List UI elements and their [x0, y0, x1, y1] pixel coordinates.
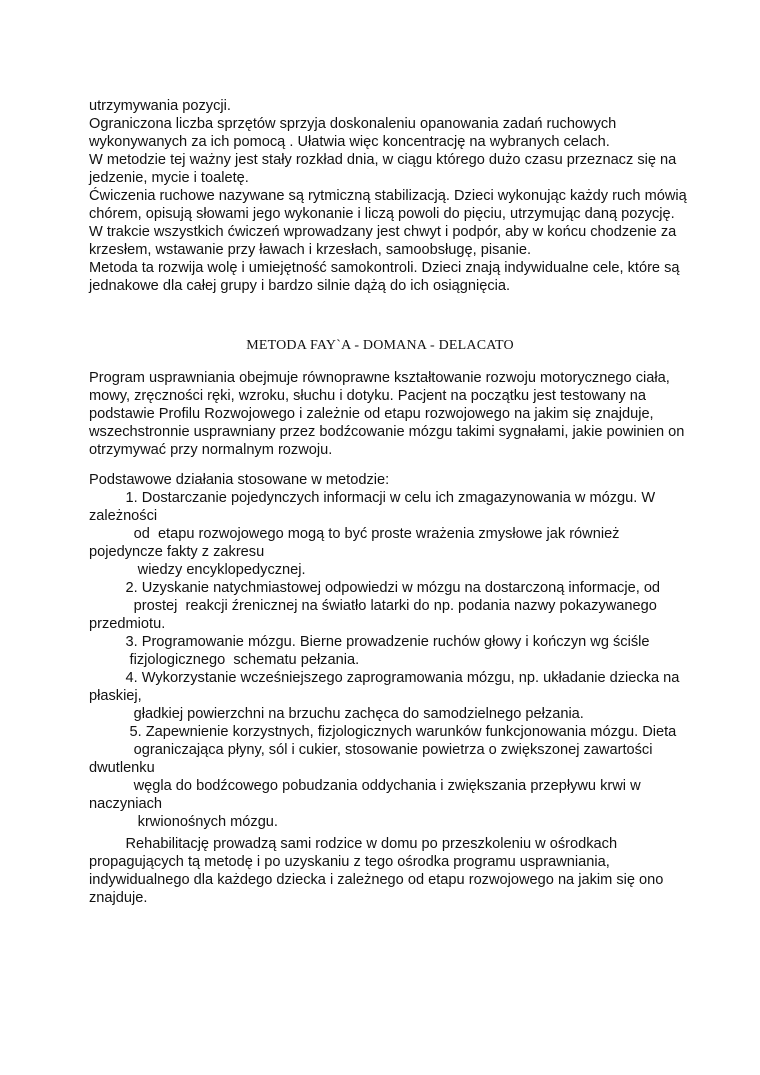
list-item-continuation: gładkiej powierzchni na brzuchu zachęca do samodzielnego pełzania.	[89, 706, 584, 722]
text-line: W metodzie tej ważny jest stały rozkład dnia, w ciągu którego dużo czasu przeznacz się na	[89, 152, 677, 168]
list-item-continuation: dwutlenku	[89, 760, 155, 776]
text-line: Metoda ta rozwija wolę i umiejętność samokontroli. Dzieci znają indywidualne cele, które są	[89, 260, 680, 276]
list-item-continuation: pojedyncze fakty z zakresu	[89, 544, 265, 560]
list-item: 1. Dostarczanie pojedynczych informacji w celu ich zmagazynowania w mózgu. W	[89, 490, 656, 506]
list-item-continuation: naczyniach	[89, 796, 163, 812]
list-item-continuation: zależności	[89, 508, 158, 524]
text-line: jednakowe dla całej grupy i bardzo silnie dążą do ich osiągnięcia.	[89, 278, 511, 294]
text-line: indywidualnego dla każdego dziecka i zależnego od etapu rozwojowego na jakim się ono	[89, 872, 664, 888]
list-item: 3. Programowanie mózgu. Bierne prowadzenie ruchów głowy i kończyn wg ściśle	[89, 634, 650, 650]
list-item-continuation: wiedzy encyklopedycznej.	[89, 562, 306, 578]
list-item-continuation: płaskiej,	[89, 688, 142, 704]
list-item: 5. Zapewnienie korzystnych, fizjologicznych warunków funkcjonowania mózgu. Dieta	[89, 724, 677, 740]
text-line: chórem, opisują słowami jego wykonanie i liczą powoli do pięciu, utrzymując daną pozycję.	[89, 206, 675, 222]
text-line: jedzenie, mycie i toaletę.	[89, 170, 249, 186]
text-line: Ćwiczenia ruchowe nazywane są rytmiczną stabilizacją. Dzieci wykonując każdy ruch mówią	[89, 188, 687, 204]
text-line: wykonywanych za ich pomocą . Ułatwia więc koncentrację na wybranych celach.	[89, 134, 610, 150]
list-item-continuation: węgla do bodźcowego pobudzania oddychania i zwiększania przepływu krwi w	[89, 778, 641, 794]
list-intro: Podstawowe działania stosowane w metodzie:	[89, 472, 390, 488]
list-item-continuation: od etapu rozwojowego mogą to być proste wrażenia zmysłowe jak również	[89, 526, 620, 542]
list-item-continuation: krwionośnych mózgu.	[89, 814, 278, 830]
text-line: otrzymywać przy normalnym rozwoju.	[89, 442, 333, 458]
list-item-continuation: przedmiotu.	[89, 616, 166, 632]
text-line: propagujących tą metodę i po uzyskaniu z tego ośrodka programu usprawniania,	[89, 854, 610, 870]
text-line: mowy, zręczności ręki, wzroku, słuchu i dotyku. Pacjent na początku jest testowany na	[89, 388, 646, 404]
list-item-continuation: prostej reakcji źrenicznej na światło latarki do np. podania nazwy pokazywanego	[89, 598, 657, 614]
list-item-continuation: fizjologicznego schematu pełzania.	[89, 652, 360, 668]
text-line: Program usprawniania obejmuje równoprawne kształtowanie rozwoju motorycznego ciała,	[89, 370, 670, 386]
text-line: podstawie Profilu Rozwojowego i zależnie od etapu rozwojowego na jakim się znajduje,	[89, 406, 654, 422]
text-line: W trakcie wszystkich ćwiczeń wprowadzany jest chwyt i podpór, aby w końcu chodzenie za	[89, 224, 677, 240]
text-line: krzesłem, wstawanie przy ławach i krzesłach, samoobsługę, pisanie.	[89, 242, 532, 258]
list-item: 4. Wykorzystanie wcześniejszego zaprogramowania mózgu, np. układanie dziecka na	[89, 670, 680, 686]
text-line: wszechstronnie usprawniany przez bodźcowanie mózgu takimi sygnałami, jakie powinien on	[89, 424, 685, 440]
list-item-continuation: ograniczająca płyny, sól i cukier, stosowanie powietrza o zwiększonej zawartości	[89, 742, 653, 758]
text-line: utrzymywania pozycji.	[89, 98, 231, 114]
text-line: Rehabilitację prowadzą sami rodzice w domu po przeszkoleniu w ośrodkach	[89, 836, 618, 852]
section-heading: METODA FAY`A - DOMANA - DELACATO	[246, 338, 514, 353]
list-item: 2. Uzyskanie natychmiastowej odpowiedzi w mózgu na dostarczoną informacje, od	[89, 580, 661, 596]
text-line: znajduje.	[89, 890, 148, 906]
text-line: Ograniczona liczba sprzętów sprzyja doskonaleniu opanowania zadań ruchowych	[89, 116, 617, 132]
